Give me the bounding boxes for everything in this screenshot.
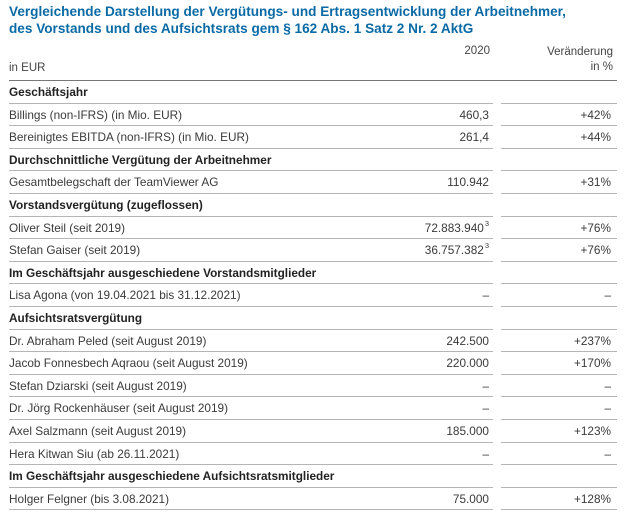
table-row xyxy=(9,171,617,194)
value-2020-cell xyxy=(482,447,489,461)
column-gap xyxy=(493,217,501,240)
value-2020: 261,4 xyxy=(459,130,489,145)
value-2020-cell xyxy=(482,401,489,415)
section-label: Durchschnittliche Vergütung der Arbeitnehmer xyxy=(9,152,272,167)
column-gap xyxy=(493,420,501,443)
year-column-header: 2020 xyxy=(464,45,490,57)
value-2020: 220.000 xyxy=(446,356,489,371)
row-label: Bereinigtes EBITDA (non-IFRS) (in Mio. EUR) xyxy=(9,130,249,145)
unit-header: in EUR xyxy=(9,62,46,74)
column-gap xyxy=(493,330,501,353)
change-percent: +31% xyxy=(580,175,611,190)
section-header-row xyxy=(9,149,617,172)
change-column-header xyxy=(547,45,613,75)
row-label: Holger Felgner (bis 3.08.2021) xyxy=(9,491,170,506)
table-row xyxy=(9,126,617,149)
change-percent: – xyxy=(604,446,611,461)
change-percent: +123% xyxy=(573,423,611,438)
table-row xyxy=(9,352,617,375)
value-2020-cell xyxy=(453,492,489,506)
footnote-marker: 3 xyxy=(484,241,489,251)
column-gap xyxy=(493,375,501,398)
column-gap xyxy=(493,307,501,330)
title-line-2: des Vorstands und des Aufsichtsrats gem § 162 Abs. 1 Satz 2 Nr. 2 AktG xyxy=(9,21,474,36)
value-2020-cell xyxy=(446,334,489,348)
column-gap xyxy=(493,81,501,104)
value-2020: 110.942 xyxy=(447,175,489,190)
column-gap xyxy=(493,126,501,149)
change-percent: +42% xyxy=(580,107,611,122)
table-row xyxy=(9,104,617,127)
value-2020: 75.000 xyxy=(452,491,489,506)
section-label: Im Geschäftsjahr ausgeschiedene Vorstandsmitglieder xyxy=(9,265,317,280)
table-row xyxy=(9,397,617,420)
table-row xyxy=(9,375,617,398)
table-row xyxy=(9,420,617,443)
row-label: Hera Kitwan Siu (ab 26.11.2021) xyxy=(9,446,180,461)
value-2020: – xyxy=(482,446,489,461)
table-row xyxy=(9,217,617,240)
change-percent: +44% xyxy=(580,130,611,145)
change-percent: +170% xyxy=(573,356,611,371)
value-2020-cell xyxy=(482,379,489,393)
section-label: Aufsichtsratsvergütung xyxy=(9,310,143,325)
change-percent: – xyxy=(604,288,611,303)
value-2020: 242.500 xyxy=(446,333,489,348)
value-2020: 72.883.940 xyxy=(424,220,484,235)
section-label: Vorstandsvergütung (zugeflossen) xyxy=(9,197,203,212)
value-2020: – xyxy=(482,288,489,303)
section-label: Geschäftsjahr xyxy=(9,85,88,99)
table-row xyxy=(9,330,617,353)
table-row xyxy=(9,284,617,307)
column-gap xyxy=(493,397,501,420)
value-2020-cell xyxy=(446,356,489,370)
row-label: Stefan Dziarski (seit August 2019) xyxy=(9,378,187,393)
value-2020: – xyxy=(482,378,489,393)
value-2020-cell xyxy=(447,175,489,189)
column-gap xyxy=(493,443,501,466)
column-gap xyxy=(493,149,501,172)
section-header-row xyxy=(9,194,617,217)
value-2020-cell xyxy=(424,218,489,235)
change-header-line-1: Veränderung xyxy=(547,46,613,58)
value-2020-cell xyxy=(425,243,489,257)
value-2020-cell xyxy=(482,288,489,302)
section-label: Im Geschäftsjahr ausgeschiedene Aufsichtsratsmitglieder xyxy=(9,469,335,484)
footnote-marker: 3 xyxy=(484,218,489,228)
section-header-row xyxy=(9,81,617,104)
change-percent: – xyxy=(604,401,611,416)
column-gap xyxy=(493,352,501,375)
table-row xyxy=(9,443,617,466)
row-label: Dr. Abraham Peled (seit August 2019) xyxy=(9,333,207,348)
value-2020-cell xyxy=(446,424,489,438)
row-label: Billings (non-IFRS) (in Mio. EUR) xyxy=(9,107,183,122)
title-line-1: Vergleichende Darstellung der Vergütungs- und Ertragsentwicklung der Arbeitnehmer, xyxy=(9,4,566,19)
row-label: Oliver Steil (seit 2019) xyxy=(9,220,126,235)
row-label: Gesamtbelegschaft der TeamViewer AG xyxy=(9,175,219,190)
value-2020-cell xyxy=(459,108,489,122)
column-gap xyxy=(493,239,501,262)
value-2020: – xyxy=(482,401,489,416)
column-gap xyxy=(493,104,501,127)
document-title xyxy=(9,3,609,37)
row-label: Stefan Gaiser (seit 2019) xyxy=(9,243,141,258)
section-header-row xyxy=(9,307,617,330)
value-2020-cell xyxy=(459,130,489,144)
row-label: Axel Salzmann (seit August 2019) xyxy=(9,423,187,438)
column-gap xyxy=(493,194,501,217)
comparison-table xyxy=(9,81,617,510)
column-gap xyxy=(493,284,501,307)
change-percent: +237% xyxy=(573,333,611,348)
change-percent: +76% xyxy=(580,243,611,258)
row-label: Lisa Agona (von 19.04.2021 bis 31.12.2021) xyxy=(9,288,241,303)
table-row xyxy=(9,488,617,511)
table-row xyxy=(9,239,617,262)
section-header-row xyxy=(9,262,617,285)
change-percent: +76% xyxy=(580,220,611,235)
column-gap xyxy=(493,171,501,194)
section-header-row xyxy=(9,465,617,488)
value-2020: 460,3 xyxy=(459,107,489,122)
row-label: Dr. Jörg Rockenhäuser (seit August 2019) xyxy=(9,401,229,416)
change-percent: +128% xyxy=(573,491,611,506)
column-gap xyxy=(493,262,501,285)
value-2020: 36.757.382 xyxy=(424,243,484,258)
column-gap xyxy=(493,488,501,511)
row-label: Jacob Fonnesbech Aqraou (seit August 2019) xyxy=(9,356,248,371)
column-gap xyxy=(493,465,501,488)
change-header-line-2: in % xyxy=(590,61,613,73)
value-2020: 185.000 xyxy=(446,423,489,438)
change-percent: – xyxy=(604,378,611,393)
